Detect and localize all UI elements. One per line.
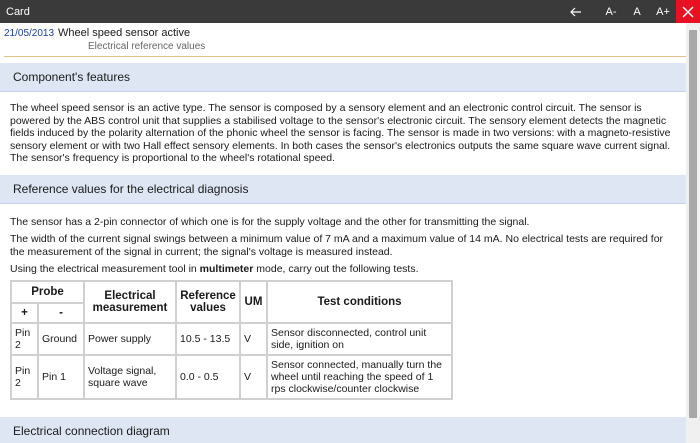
table-header-row (11, 281, 452, 303)
cell-um: V (240, 355, 267, 399)
cell-measurement: Voltage signal, square wave (84, 355, 176, 399)
font-normal-button[interactable]: A (633, 5, 641, 18)
reference-paragraph-2: The width of the current signal swings between a minimum value of 7 mA and a maximum value of 14 mA. No electrical tests are required for the measurement of the signal in current; the signal's voltage is measured instead. (10, 233, 664, 258)
cell-reference: 0.0 - 0.5 (176, 355, 240, 399)
cell-conditions: Sensor connected, manually turn the wheel until reaching the speed of 1 rps clockwise/counter clockwise (267, 355, 452, 399)
cell-plus: Pin 2 (11, 355, 38, 399)
card-title: Wheel speed sensor active (58, 27, 191, 39)
reference-paragraph-3-prefix: Using the electrical measurement tool in (10, 263, 200, 275)
reference-header: Reference values (176, 281, 240, 323)
back-arrow-icon (570, 7, 582, 17)
cell-um: V (240, 323, 267, 355)
vertical-scrollbar[interactable] (686, 23, 700, 443)
um-header: UM (240, 281, 267, 323)
font-decrease-button[interactable]: A- (605, 5, 617, 18)
reference-paragraph-3-suffix: mode, carry out the following tests. (253, 263, 419, 275)
probe-plus-header: + (11, 303, 38, 323)
tests-table (10, 280, 453, 400)
cell-conditions: Sensor disconnected, control unit side, ignition on (267, 323, 452, 355)
cell-plus: Pin 2 (11, 323, 38, 355)
close-icon (682, 6, 694, 18)
window-titlebar (0, 0, 700, 23)
cell-reference: 10.5 - 13.5 (176, 323, 240, 355)
table-row (11, 355, 452, 399)
card-header (0, 23, 686, 60)
window-title: Card (6, 5, 30, 18)
probe-minus-header: - (38, 303, 84, 323)
cell-minus: Pin 1 (38, 355, 84, 399)
section-heading-reference: Reference values for the electrical diagnosis (0, 175, 686, 204)
section-heading-features: Component's features (0, 63, 686, 92)
cell-measurement: Power supply (84, 323, 176, 355)
card-content[interactable] (0, 23, 686, 443)
reference-paragraph-1: The sensor has a 2-pin connector of which one is for the supply voltage and the other for transmitting the signal. (10, 215, 530, 228)
font-increase-button[interactable]: A+ (656, 5, 670, 18)
conditions-header: Test conditions (267, 281, 452, 323)
reference-paragraph-3 (0, 263, 686, 276)
multimeter-label: multimeter (199, 263, 254, 275)
table-row (11, 323, 452, 355)
features-paragraph: The wheel speed sensor is an active type. The sensor is composed by a sensory element and an electronic control circuit. The sensor is powered by the ABS control unit that supplies a stabilised voltage to the sensor's electronic circuit. The sensory element detects the magnetic fields induced by the polarity alternation of the phonic wheel the sensor is facing. The sensor is made in two versions: with a magneto-resistive sensory element or with two Hall effect sensory elements. In both cases the sensor's electronics outputs the same square wave current signal. The sensor's frequency is proportional to the wheel's rotational speed. (10, 102, 671, 164)
measurement-header: Electrical measurement (84, 281, 176, 323)
probe-header: Probe (11, 281, 84, 303)
back-button[interactable] (564, 0, 588, 23)
cell-minus: Ground (38, 323, 84, 355)
header-divider (4, 56, 686, 57)
card-date: 21/05/2013 (4, 28, 55, 39)
card-subtitle: Electrical reference values (88, 41, 206, 52)
close-button[interactable] (676, 0, 700, 23)
scrollbar-thumb[interactable] (689, 30, 697, 418)
section-heading-next: Electrical connection diagram (0, 417, 686, 443)
